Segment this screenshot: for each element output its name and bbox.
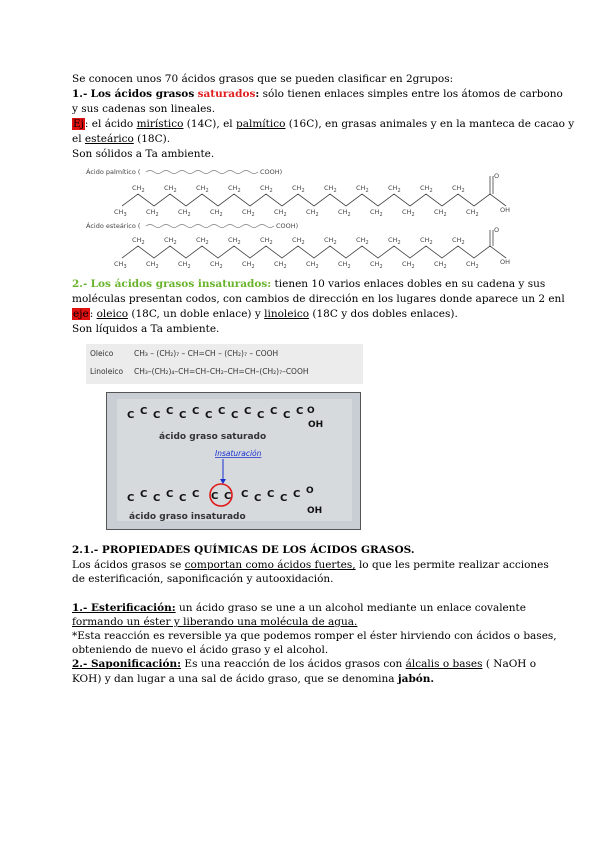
- linoleico-row: [90, 367, 309, 376]
- palmitic-ch2-b2: $CH_2$: [178, 208, 191, 218]
- saturated-ex-d: el: [72, 133, 85, 145]
- stearic-ch2-b2: $CH_2$: [178, 260, 191, 270]
- sat-oh: OH: [308, 420, 324, 430]
- stearic-ch2-b9: $CH_2$: [402, 260, 415, 270]
- palmitic-label: Ácido palmítico (: [86, 168, 141, 176]
- palmitic-ch2-b1: $CH_2$: [146, 208, 159, 218]
- unsat-c13: C: [293, 489, 301, 500]
- unsaturated-ex-c: (18C y dos dobles enlaces).: [309, 308, 458, 320]
- saturated-examples-line: [72, 117, 575, 132]
- link-oleico: oleico: [96, 308, 129, 320]
- saturated-examples-line2: [72, 132, 532, 147]
- palmitic-ch2-8: $CH_2$: [356, 184, 369, 194]
- ester-line1: [72, 601, 532, 616]
- stearic-ch2-b4: $CH_2$: [242, 260, 255, 270]
- oleico-formula: CH₃ – (CH₂)₇ – CH=CH – (CH₂)₇ – COOH: [134, 349, 279, 358]
- stearic-ch2-b1: $CH_2$: [146, 260, 159, 270]
- unsaturated-chain-label: ácido graso insaturado: [129, 512, 246, 522]
- eje-highlight: eje: [73, 308, 89, 320]
- unsaturated-heading: Los ácidos grasos insaturados: [90, 278, 268, 290]
- saturated-heading: Los ácidos grasos: [90, 88, 195, 100]
- ej-highlight: Ej: [73, 118, 84, 130]
- palmitic-ch2-10: $CH_2$: [420, 184, 433, 194]
- formula-strip: [86, 344, 363, 384]
- ester-line3: *Esta reacción es reversible ya que podemos romper el éster hirviendo con ácidos o bases,: [72, 630, 557, 642]
- palmitic-chain: [122, 194, 506, 206]
- saturated-keyword: saturados: [197, 88, 256, 100]
- sat-c10: C: [244, 406, 252, 417]
- sat-c13: C: [283, 410, 291, 421]
- unsat-o: O: [306, 486, 314, 496]
- sat-c12: C: [270, 406, 278, 417]
- palmitic-ch2-b4: $CH_2$: [242, 208, 255, 218]
- stearic-ch3: $CH_3$: [114, 260, 127, 270]
- unsaturated-examples-line: [72, 307, 532, 322]
- stearic-ch2-1: $CH_2$: [132, 236, 145, 246]
- stearic-ch2-b10: $CH_2$: [434, 260, 447, 270]
- palmitic-ch2-7: $CH_2$: [324, 184, 337, 194]
- sat-c2: C: [140, 406, 148, 417]
- saturated-ex-c: (16C), en grasas animales y en la manteca de cacao y: [285, 118, 575, 130]
- unsaturated-number: 2.-: [72, 278, 88, 290]
- stearic-label: Ácido esteárico (: [86, 222, 141, 230]
- stearic-ch2-10: $CH_2$: [420, 236, 433, 246]
- stearic-ch2-4: $CH_2$: [228, 236, 241, 246]
- section-l1-a: Los ácidos grasos se: [72, 559, 185, 571]
- stearic-o: O: [494, 226, 500, 234]
- unsat-c9: C: [241, 489, 249, 500]
- unsaturated-ex-b: (18C, un doble enlace) y: [128, 308, 265, 320]
- unsat-c10: C: [254, 493, 262, 504]
- unsat-c2: C: [140, 489, 148, 500]
- unsat-c6: C: [192, 489, 200, 500]
- palmitic-ch2-b5: $CH_2$: [274, 208, 287, 218]
- saturated-chain-label: ácido graso saturado: [159, 432, 267, 442]
- palmitic-ch2-b9: $CH_2$: [402, 208, 415, 218]
- unsat-c11: C: [267, 489, 275, 500]
- stearic-ch2-11: $CH_2$: [452, 236, 465, 246]
- sapon-l2-a: KOH) y dan lugar a una sal de ácido graso, que se denomina: [72, 673, 398, 685]
- link-estearico: esteárico: [84, 133, 134, 145]
- stearic-ch2-b7: $CH_2$: [338, 260, 351, 270]
- sat-c11: C: [257, 410, 265, 421]
- section-title: 2.1.- PROPIEDADES QUÍMICAS DE LOS ÁCIDOS GRASOS.: [72, 544, 415, 556]
- stearic-ch2-5: $CH_2$: [260, 236, 273, 246]
- unsat-c12: C: [280, 493, 288, 504]
- ester-line4: obteniendo de nuevo el ácido graso y el alcohol.: [72, 644, 329, 656]
- oleico-formula-label: Oleico: [90, 349, 114, 358]
- palmitic-ch2-b6: $CH_2$: [306, 208, 319, 218]
- section-line2: de esterificación, saponificación y autooxidación.: [72, 573, 334, 585]
- unsat-c7: C: [211, 491, 219, 502]
- palmitic-ch2-11: $CH_2$: [452, 184, 465, 194]
- unsat-c3: C: [153, 493, 161, 504]
- saturated-colon: :: [255, 88, 260, 100]
- sapon-line1: [72, 657, 537, 672]
- sat-c9: C: [231, 410, 239, 421]
- saturated-heading-line: [72, 87, 563, 102]
- sapon-l1-underline: álcalis o bases: [405, 658, 483, 670]
- palmitic-ch2-1: $CH_2$: [132, 184, 145, 194]
- palmitic-ch2-b3: $CH_2$: [210, 208, 223, 218]
- sapon-l1-a: Es una reacción de los ácidos grasos con: [181, 658, 406, 670]
- palmitic-ch3: $CH_3$: [114, 208, 127, 218]
- ester-line2: formando un éster y liberando una molécula de agua.: [72, 616, 358, 628]
- insaturacion-label: Insaturación: [215, 449, 262, 458]
- sat-c14: C: [296, 406, 304, 417]
- unsaturated-heading-line: [72, 277, 546, 292]
- palmitic-ch2-4: $CH_2$: [228, 184, 241, 194]
- palmitic-oh: OH: [500, 206, 511, 214]
- saturated-line2: y sus cadenas son lineales.: [72, 103, 216, 115]
- unsaturated-ex-a: :: [89, 308, 97, 320]
- stearic-ch2-b11: $CH_2$: [466, 260, 479, 270]
- stearic-ch2-7: $CH_2$: [324, 236, 337, 246]
- sat-c7: C: [205, 410, 213, 421]
- saturated-number: 1.-: [72, 88, 88, 100]
- stearic-ch2-b8: $CH_2$: [370, 260, 383, 270]
- stearic-ch2-3: $CH_2$: [196, 236, 209, 246]
- unsaturated-state: Son líquidos a Ta ambiente.: [72, 323, 220, 335]
- sat-c3: C: [153, 410, 161, 421]
- sat-c5: C: [179, 410, 187, 421]
- palmitic-ch2-9: $CH_2$: [388, 184, 401, 194]
- sapon-l1-b: ( NaOH o: [482, 658, 537, 670]
- unsat-c1: C: [127, 493, 135, 504]
- palmitic-ch2-2: $CH_2$: [164, 184, 177, 194]
- sat-o: O: [307, 406, 315, 416]
- oleico-row: [90, 349, 278, 358]
- ester-title: 1.- Esterificación:: [72, 602, 176, 614]
- stearic-ch2-b6: $CH_2$: [306, 260, 319, 270]
- sat-c8: C: [218, 406, 226, 417]
- section-l1-b: lo que les permite realizar acciones: [355, 559, 549, 571]
- palmitic-ch2-b7: $CH_2$: [338, 208, 351, 218]
- palmitic-o: O: [494, 172, 500, 180]
- palmitic-ch2-b8: $CH_2$: [370, 208, 383, 218]
- unsat-c4: C: [166, 489, 174, 500]
- stearic-chain: [122, 246, 506, 258]
- stearic-ch2-8: $CH_2$: [356, 236, 369, 246]
- stearic-ch2-b3: $CH_2$: [210, 260, 223, 270]
- stearic-ch2-6: $CH_2$: [292, 236, 305, 246]
- palmitic-ch2-6: $CH_2$: [292, 184, 305, 194]
- palmitic-ch2-5: $CH_2$: [260, 184, 273, 194]
- stearic-ch2-9: $CH_2$: [388, 236, 401, 246]
- unsaturated-colon: :: [267, 278, 272, 290]
- ester-l1: un ácido graso se une a un alcohol mediante un enlace covalente: [175, 602, 526, 614]
- intro-line: Se conocen unos 70 ácidos grasos que se pueden clasificar en 2grupos:: [72, 73, 454, 85]
- stearic-cooh: COOH): [276, 222, 299, 230]
- stearic-ch2-b5: $CH_2$: [274, 260, 287, 270]
- sat-c4: C: [166, 406, 174, 417]
- chain-comparison-figure: [106, 392, 361, 530]
- sapon-line2: [72, 672, 532, 687]
- stearic-wave: [146, 225, 274, 228]
- saturated-ex-a: : el ácido: [84, 118, 137, 130]
- saturated-state: Son sólidos a Ta ambiente.: [72, 148, 215, 160]
- sapon-jabon: jabón.: [397, 673, 435, 685]
- palmitic-wave: [146, 171, 258, 174]
- saturated-ex-b: (14C), el: [183, 118, 236, 130]
- sat-c6: C: [192, 406, 200, 417]
- sat-c1: C: [127, 410, 135, 421]
- section-line1: [72, 558, 549, 573]
- section-l1-underline: comportan como ácidos fuertes,: [184, 559, 356, 571]
- sapon-title: 2.- Saponificación:: [72, 658, 182, 670]
- palmitic-cooh: COOH): [260, 168, 283, 176]
- unsat-c8: C: [224, 491, 232, 502]
- linoleico-formula-label: Linoleico: [90, 367, 124, 376]
- chain-comparison-drawing: [107, 393, 360, 529]
- palmitic-ch2-b11: $CH_2$: [466, 208, 479, 218]
- saturated-line1: sólo tienen enlaces simples entre los átomos de carbono: [259, 88, 563, 100]
- stearic-ch2-2: $CH_2$: [164, 236, 177, 246]
- unsaturated-line1: tienen 10 varios enlaces dobles en su cadena y sus: [271, 278, 546, 290]
- palmitic-ch2-b10: $CH_2$: [434, 208, 447, 218]
- saturated-structures-figure: [86, 164, 536, 270]
- link-palmitico: palmítico: [235, 118, 286, 130]
- palmitic-ch2-3: $CH_2$: [196, 184, 209, 194]
- saturated-ex-e: (18C).: [133, 133, 171, 145]
- link-miristico: mirístico: [136, 118, 184, 130]
- linoleico-formula: CH₃–(CH₂)₄–CH=CH–CH₂–CH=CH–(CH₂)₇–COOH: [134, 367, 309, 376]
- unsat-oh: OH: [307, 506, 323, 516]
- unsaturated-line2: moléculas presentan codos, con cambios de dirección en los lugares donde aparece un 2 enl: [72, 293, 565, 305]
- stearic-oh: OH: [500, 258, 511, 266]
- link-linoleico: linoleico: [264, 308, 310, 320]
- unsat-c5: C: [179, 493, 187, 504]
